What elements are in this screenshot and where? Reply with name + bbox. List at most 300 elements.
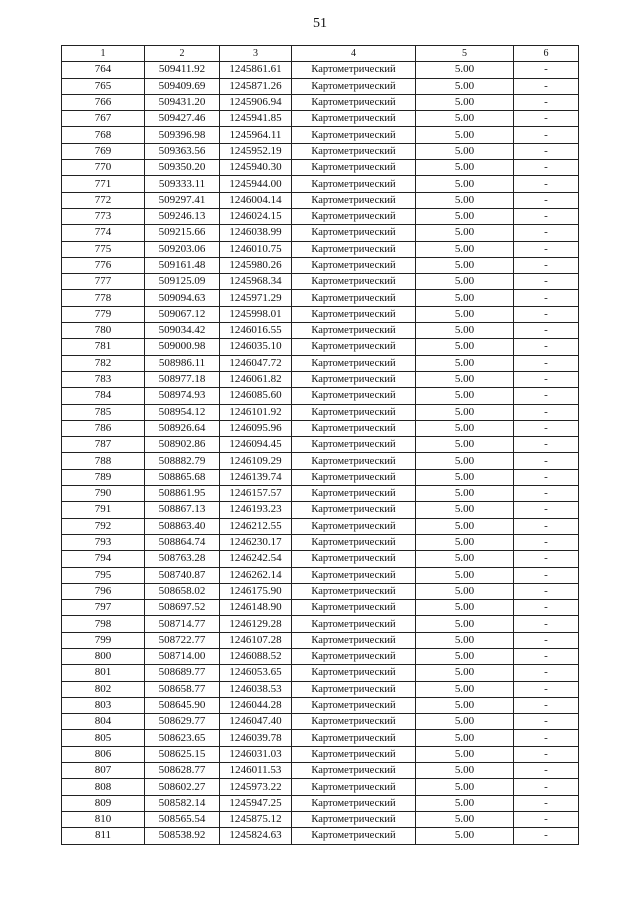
point-number-cell: 765: [62, 78, 145, 94]
description-cell: -: [514, 388, 579, 404]
point-number-cell: 797: [62, 600, 145, 616]
coord-x-cell: 508722.77: [145, 632, 220, 648]
method-cell: Картометрический: [292, 567, 416, 583]
coord-x-cell: 509246.13: [145, 208, 220, 224]
coord-y-cell: 1245964.11: [220, 127, 292, 143]
coord-x-cell: 509067.12: [145, 306, 220, 322]
method-cell: Картометрический: [292, 62, 416, 78]
accuracy-cell: 5.00: [416, 355, 514, 371]
coord-x-cell: 509431.20: [145, 94, 220, 110]
coord-x-cell: 509333.11: [145, 176, 220, 192]
point-number-cell: 775: [62, 241, 145, 257]
description-cell: -: [514, 274, 579, 290]
coord-x-cell: 509427.46: [145, 111, 220, 127]
accuracy-cell: 5.00: [416, 176, 514, 192]
point-number-cell: 780: [62, 323, 145, 339]
table-row: [62, 111, 579, 127]
table-row: [62, 469, 579, 485]
accuracy-cell: 5.00: [416, 795, 514, 811]
description-cell: -: [514, 420, 579, 436]
table-row: [62, 714, 579, 730]
table-row: [62, 453, 579, 469]
coord-y-cell: 1246139.74: [220, 469, 292, 485]
table-row: [62, 746, 579, 762]
table-row: [62, 339, 579, 355]
description-cell: -: [514, 225, 579, 241]
coord-y-cell: 1246038.99: [220, 225, 292, 241]
accuracy-cell: 5.00: [416, 453, 514, 469]
point-number-cell: 809: [62, 795, 145, 811]
point-number-cell: 791: [62, 502, 145, 518]
description-cell: -: [514, 257, 579, 273]
point-number-cell: 766: [62, 94, 145, 110]
coord-x-cell: 508977.18: [145, 371, 220, 387]
method-cell: Картометрический: [292, 208, 416, 224]
coord-x-cell: 508863.40: [145, 518, 220, 534]
accuracy-cell: 5.00: [416, 78, 514, 94]
coord-x-cell: 508882.79: [145, 453, 220, 469]
point-number-cell: 800: [62, 648, 145, 664]
table-row: [62, 323, 579, 339]
coord-y-cell: 1246109.29: [220, 453, 292, 469]
point-number-cell: 805: [62, 730, 145, 746]
point-number-cell: 796: [62, 583, 145, 599]
accuracy-cell: 5.00: [416, 518, 514, 534]
coord-y-cell: 1245973.22: [220, 779, 292, 795]
point-number-cell: 768: [62, 127, 145, 143]
description-cell: -: [514, 176, 579, 192]
point-number-cell: 803: [62, 697, 145, 713]
table-row: [62, 779, 579, 795]
method-cell: Картометрический: [292, 339, 416, 355]
table-row: [62, 632, 579, 648]
coord-y-cell: 1246047.72: [220, 355, 292, 371]
accuracy-cell: 5.00: [416, 62, 514, 78]
method-cell: Картометрический: [292, 306, 416, 322]
table-row: [62, 828, 579, 844]
accuracy-cell: 5.00: [416, 94, 514, 110]
method-cell: Картометрический: [292, 371, 416, 387]
accuracy-cell: 5.00: [416, 681, 514, 697]
coord-y-cell: 1245861.61: [220, 62, 292, 78]
point-number-cell: 790: [62, 486, 145, 502]
accuracy-cell: 5.00: [416, 208, 514, 224]
method-cell: Картометрический: [292, 665, 416, 681]
method-cell: Картометрический: [292, 730, 416, 746]
description-cell: -: [514, 160, 579, 176]
coord-y-cell: 1245998.01: [220, 306, 292, 322]
page-number: 51: [313, 16, 327, 31]
description-cell: -: [514, 208, 579, 224]
method-cell: Картометрический: [292, 746, 416, 762]
table-row: [62, 306, 579, 322]
accuracy-cell: 5.00: [416, 600, 514, 616]
coord-y-cell: 1246230.17: [220, 534, 292, 550]
point-number-cell: 782: [62, 355, 145, 371]
point-number-cell: 806: [62, 746, 145, 762]
method-cell: Картометрический: [292, 388, 416, 404]
point-number-cell: 764: [62, 62, 145, 78]
coord-y-cell: 1245952.19: [220, 143, 292, 159]
method-cell: Картометрический: [292, 290, 416, 306]
point-number-cell: 810: [62, 811, 145, 827]
method-cell: Картометрический: [292, 420, 416, 436]
coord-x-cell: 509034.42: [145, 323, 220, 339]
description-cell: -: [514, 714, 579, 730]
point-number-cell: 777: [62, 274, 145, 290]
point-number-cell: 801: [62, 665, 145, 681]
table-header-row: [62, 46, 579, 62]
coord-y-cell: 1246038.53: [220, 681, 292, 697]
coord-x-cell: 508623.65: [145, 730, 220, 746]
coord-y-cell: 1246004.14: [220, 192, 292, 208]
accuracy-cell: 5.00: [416, 763, 514, 779]
description-cell: -: [514, 502, 579, 518]
description-cell: -: [514, 779, 579, 795]
point-number-cell: 779: [62, 306, 145, 322]
point-number-cell: 811: [62, 828, 145, 844]
table-row: [62, 143, 579, 159]
method-cell: Картометрический: [292, 632, 416, 648]
description-cell: -: [514, 339, 579, 355]
coord-x-cell: 509000.98: [145, 339, 220, 355]
method-cell: Картометрический: [292, 404, 416, 420]
description-cell: -: [514, 551, 579, 567]
table-row: [62, 94, 579, 110]
description-cell: -: [514, 583, 579, 599]
coord-x-cell: 508658.77: [145, 681, 220, 697]
method-cell: Картометрический: [292, 241, 416, 257]
method-cell: Картометрический: [292, 828, 416, 844]
table-row: [62, 290, 579, 306]
point-number-cell: 798: [62, 616, 145, 632]
point-number-cell: 786: [62, 420, 145, 436]
description-cell: -: [514, 127, 579, 143]
point-number-cell: 783: [62, 371, 145, 387]
accuracy-cell: 5.00: [416, 306, 514, 322]
coord-x-cell: 508602.27: [145, 779, 220, 795]
coord-y-cell: 1246047.40: [220, 714, 292, 730]
table-row: [62, 518, 579, 534]
method-cell: Картометрический: [292, 160, 416, 176]
table-row: [62, 62, 579, 78]
table-row: [62, 648, 579, 664]
coord-y-cell: 1245940.30: [220, 160, 292, 176]
accuracy-cell: 5.00: [416, 648, 514, 664]
table-row: [62, 502, 579, 518]
table-body: [62, 62, 579, 844]
coord-y-cell: 1245941.85: [220, 111, 292, 127]
coord-y-cell: 1246157.57: [220, 486, 292, 502]
table-row: [62, 811, 579, 827]
point-number-cell: 784: [62, 388, 145, 404]
table-row: [62, 567, 579, 583]
point-number-cell: 776: [62, 257, 145, 273]
accuracy-cell: 5.00: [416, 323, 514, 339]
coord-x-cell: 508867.13: [145, 502, 220, 518]
coord-x-cell: 508658.02: [145, 583, 220, 599]
description-cell: -: [514, 811, 579, 827]
point-number-cell: 807: [62, 763, 145, 779]
table-row: [62, 225, 579, 241]
accuracy-cell: 5.00: [416, 714, 514, 730]
point-number-cell: 802: [62, 681, 145, 697]
coord-y-cell: 1246094.45: [220, 437, 292, 453]
description-cell: -: [514, 567, 579, 583]
method-cell: Картометрический: [292, 534, 416, 550]
table-row: [62, 697, 579, 713]
method-cell: Картометрический: [292, 811, 416, 827]
point-number-cell: 804: [62, 714, 145, 730]
table-row: [62, 257, 579, 273]
accuracy-cell: 5.00: [416, 469, 514, 485]
column-header: 1: [62, 46, 145, 62]
method-cell: Картометрический: [292, 78, 416, 94]
table-row: [62, 437, 579, 453]
description-cell: -: [514, 730, 579, 746]
description-cell: -: [514, 632, 579, 648]
description-cell: -: [514, 355, 579, 371]
method-cell: Картометрический: [292, 600, 416, 616]
description-cell: -: [514, 697, 579, 713]
description-cell: -: [514, 62, 579, 78]
accuracy-cell: 5.00: [416, 502, 514, 518]
accuracy-cell: 5.00: [416, 697, 514, 713]
coord-x-cell: 509125.09: [145, 274, 220, 290]
coord-x-cell: 509363.56: [145, 143, 220, 159]
accuracy-cell: 5.00: [416, 420, 514, 436]
description-cell: -: [514, 94, 579, 110]
column-header: 5: [416, 46, 514, 62]
column-header: 4: [292, 46, 416, 62]
table-row: [62, 160, 579, 176]
description-cell: -: [514, 404, 579, 420]
coord-x-cell: 508740.87: [145, 567, 220, 583]
coord-x-cell: 509409.69: [145, 78, 220, 94]
table-row: [62, 420, 579, 436]
description-cell: -: [514, 306, 579, 322]
coord-x-cell: 508625.15: [145, 746, 220, 762]
coord-y-cell: 1246010.75: [220, 241, 292, 257]
method-cell: Картометрический: [292, 648, 416, 664]
accuracy-cell: 5.00: [416, 486, 514, 502]
coord-y-cell: 1246242.54: [220, 551, 292, 567]
coord-y-cell: 1246061.82: [220, 371, 292, 387]
description-cell: -: [514, 453, 579, 469]
description-cell: -: [514, 616, 579, 632]
coord-y-cell: 1245971.29: [220, 290, 292, 306]
column-header: 3: [220, 46, 292, 62]
coord-y-cell: 1246035.10: [220, 339, 292, 355]
accuracy-cell: 5.00: [416, 388, 514, 404]
column-header: 2: [145, 46, 220, 62]
coord-x-cell: 509161.48: [145, 257, 220, 273]
table-row: [62, 208, 579, 224]
coord-x-cell: 508629.77: [145, 714, 220, 730]
accuracy-cell: 5.00: [416, 665, 514, 681]
method-cell: Картометрический: [292, 779, 416, 795]
description-cell: -: [514, 290, 579, 306]
method-cell: Картометрический: [292, 94, 416, 110]
coord-x-cell: 509297.41: [145, 192, 220, 208]
method-cell: Картометрический: [292, 225, 416, 241]
coord-x-cell: 508714.00: [145, 648, 220, 664]
accuracy-cell: 5.00: [416, 828, 514, 844]
table-row: [62, 795, 579, 811]
method-cell: Картометрический: [292, 502, 416, 518]
description-cell: -: [514, 143, 579, 159]
accuracy-cell: 5.00: [416, 567, 514, 583]
method-cell: Картометрический: [292, 176, 416, 192]
column-header: 6: [514, 46, 579, 62]
method-cell: Картометрический: [292, 714, 416, 730]
point-number-cell: 770: [62, 160, 145, 176]
coord-x-cell: 508986.11: [145, 355, 220, 371]
method-cell: Картометрический: [292, 274, 416, 290]
table-row: [62, 665, 579, 681]
accuracy-cell: 5.00: [416, 192, 514, 208]
coord-x-cell: 509203.06: [145, 241, 220, 257]
table-row: [62, 616, 579, 632]
method-cell: Картометрический: [292, 697, 416, 713]
coord-y-cell: 1246044.28: [220, 697, 292, 713]
coord-y-cell: 1246016.55: [220, 323, 292, 339]
accuracy-cell: 5.00: [416, 241, 514, 257]
description-cell: -: [514, 78, 579, 94]
point-number-cell: 793: [62, 534, 145, 550]
description-cell: -: [514, 518, 579, 534]
coord-y-cell: 1246193.23: [220, 502, 292, 518]
accuracy-cell: 5.00: [416, 225, 514, 241]
table-row: [62, 241, 579, 257]
coord-x-cell: 508538.92: [145, 828, 220, 844]
accuracy-cell: 5.00: [416, 534, 514, 550]
method-cell: Картометрический: [292, 111, 416, 127]
table-row: [62, 404, 579, 420]
method-cell: Картометрический: [292, 486, 416, 502]
coord-y-cell: 1245875.12: [220, 811, 292, 827]
accuracy-cell: 5.00: [416, 143, 514, 159]
method-cell: Картометрический: [292, 192, 416, 208]
coord-x-cell: 508645.90: [145, 697, 220, 713]
table-row: [62, 388, 579, 404]
coord-x-cell: 508628.77: [145, 763, 220, 779]
accuracy-cell: 5.00: [416, 779, 514, 795]
accuracy-cell: 5.00: [416, 730, 514, 746]
method-cell: Картометрический: [292, 469, 416, 485]
accuracy-cell: 5.00: [416, 437, 514, 453]
method-cell: Картометрический: [292, 518, 416, 534]
description-cell: -: [514, 828, 579, 844]
method-cell: Картометрический: [292, 143, 416, 159]
method-cell: Картометрический: [292, 616, 416, 632]
coord-x-cell: 508902.86: [145, 437, 220, 453]
coord-x-cell: 508697.52: [145, 600, 220, 616]
table-row: [62, 486, 579, 502]
method-cell: Картометрический: [292, 453, 416, 469]
point-number-cell: 774: [62, 225, 145, 241]
coordinates-table: [61, 45, 579, 845]
coord-y-cell: 1246011.53: [220, 763, 292, 779]
description-cell: -: [514, 192, 579, 208]
description-cell: -: [514, 763, 579, 779]
description-cell: -: [514, 665, 579, 681]
point-number-cell: 781: [62, 339, 145, 355]
method-cell: Картометрический: [292, 257, 416, 273]
accuracy-cell: 5.00: [416, 257, 514, 273]
point-number-cell: 771: [62, 176, 145, 192]
coord-x-cell: 508582.14: [145, 795, 220, 811]
description-cell: -: [514, 795, 579, 811]
description-cell: -: [514, 648, 579, 664]
point-number-cell: 767: [62, 111, 145, 127]
table-row: [62, 355, 579, 371]
accuracy-cell: 5.00: [416, 616, 514, 632]
accuracy-cell: 5.00: [416, 404, 514, 420]
accuracy-cell: 5.00: [416, 811, 514, 827]
accuracy-cell: 5.00: [416, 290, 514, 306]
accuracy-cell: 5.00: [416, 127, 514, 143]
point-number-cell: 808: [62, 779, 145, 795]
coord-y-cell: 1246039.78: [220, 730, 292, 746]
coord-x-cell: 509094.63: [145, 290, 220, 306]
table-row: [62, 127, 579, 143]
point-number-cell: 788: [62, 453, 145, 469]
point-number-cell: 769: [62, 143, 145, 159]
accuracy-cell: 5.00: [416, 551, 514, 567]
coord-y-cell: 1246095.96: [220, 420, 292, 436]
description-cell: -: [514, 111, 579, 127]
coord-y-cell: 1246148.90: [220, 600, 292, 616]
method-cell: Картометрический: [292, 437, 416, 453]
coord-y-cell: 1246088.52: [220, 648, 292, 664]
point-number-cell: 789: [62, 469, 145, 485]
coord-y-cell: 1245980.26: [220, 257, 292, 273]
table-row: [62, 681, 579, 697]
coord-y-cell: 1245824.63: [220, 828, 292, 844]
table-row: [62, 274, 579, 290]
point-number-cell: 794: [62, 551, 145, 567]
coord-y-cell: 1246262.14: [220, 567, 292, 583]
coord-x-cell: 508763.28: [145, 551, 220, 567]
point-number-cell: 772: [62, 192, 145, 208]
coord-x-cell: 508864.74: [145, 534, 220, 550]
coord-y-cell: 1246129.28: [220, 616, 292, 632]
method-cell: Картометрический: [292, 323, 416, 339]
coord-x-cell: 508865.68: [145, 469, 220, 485]
table-row: [62, 192, 579, 208]
coord-y-cell: 1246107.28: [220, 632, 292, 648]
coord-x-cell: 508974.93: [145, 388, 220, 404]
description-cell: -: [514, 323, 579, 339]
coord-x-cell: 508689.77: [145, 665, 220, 681]
method-cell: Картометрический: [292, 681, 416, 697]
coord-x-cell: 508565.54: [145, 811, 220, 827]
coord-y-cell: 1246085.60: [220, 388, 292, 404]
coord-x-cell: 508861.95: [145, 486, 220, 502]
table-row: [62, 176, 579, 192]
coord-x-cell: 508714.77: [145, 616, 220, 632]
coord-y-cell: 1245947.25: [220, 795, 292, 811]
description-cell: -: [514, 437, 579, 453]
method-cell: Картометрический: [292, 583, 416, 599]
coord-x-cell: 508926.64: [145, 420, 220, 436]
accuracy-cell: 5.00: [416, 371, 514, 387]
coord-y-cell: 1246212.55: [220, 518, 292, 534]
accuracy-cell: 5.00: [416, 339, 514, 355]
table-row: [62, 78, 579, 94]
description-cell: -: [514, 600, 579, 616]
